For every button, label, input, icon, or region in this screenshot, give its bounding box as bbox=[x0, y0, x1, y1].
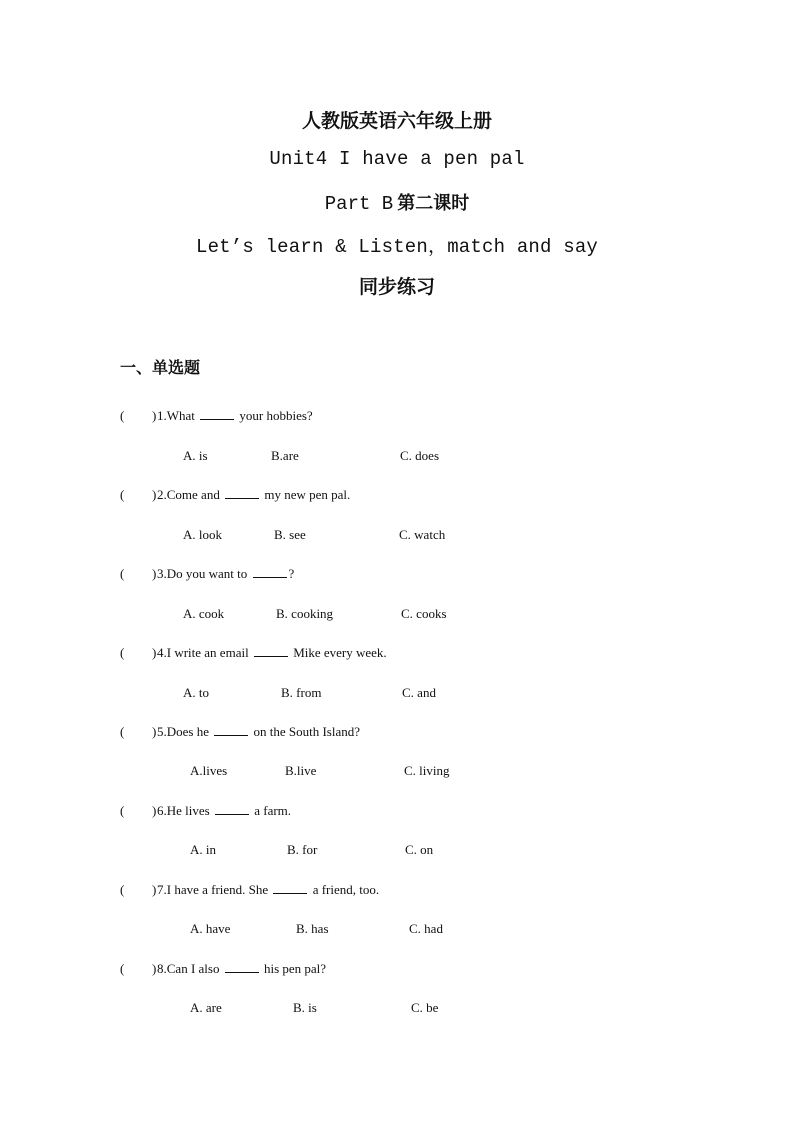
option-c: C. cooks bbox=[401, 606, 447, 621]
option-a: A. in bbox=[190, 842, 216, 857]
question-number: 6. bbox=[157, 803, 167, 818]
answer-paren-close: ) bbox=[152, 961, 157, 976]
option-a: A. look bbox=[183, 527, 222, 542]
option-c: C. be bbox=[411, 1000, 439, 1015]
question-text bbox=[157, 564, 294, 584]
option-c: C. watch bbox=[399, 527, 446, 542]
question-stem-after: a friend, too. bbox=[312, 882, 380, 897]
answer-paren-open: ( bbox=[120, 645, 125, 660]
option-a: A. are bbox=[190, 1000, 222, 1015]
answer-paren-close: ) bbox=[152, 645, 157, 660]
question-number: 3. bbox=[157, 566, 167, 581]
option-b: B. for bbox=[287, 842, 318, 857]
question-number: 2. bbox=[157, 487, 167, 502]
answer-paren-close: ) bbox=[152, 408, 157, 423]
question-text bbox=[157, 959, 326, 979]
question-text bbox=[157, 406, 313, 426]
answer-paren-close: ) bbox=[152, 487, 157, 502]
answer-blank bbox=[273, 881, 307, 894]
answer-blank bbox=[215, 802, 249, 815]
answer-blank bbox=[200, 407, 234, 420]
answer-paren-open: ( bbox=[120, 408, 125, 423]
question-stem-after: my new pen pal. bbox=[264, 487, 351, 502]
option-a: A. have bbox=[190, 921, 231, 936]
question-text bbox=[157, 880, 379, 900]
answer-blank bbox=[254, 644, 288, 657]
option-b: B.are bbox=[271, 448, 299, 463]
question-text bbox=[157, 801, 291, 821]
question-number: 8. bbox=[157, 961, 167, 976]
question-number: 7. bbox=[157, 882, 167, 897]
option-b: B.live bbox=[285, 763, 317, 778]
question-number: 4. bbox=[157, 645, 167, 660]
question-text bbox=[157, 485, 350, 505]
question-stem-before: What bbox=[166, 408, 195, 423]
question-stem-after: your hobbies? bbox=[239, 408, 313, 423]
answer-paren-open: ( bbox=[120, 803, 125, 818]
answer-blank bbox=[225, 960, 259, 973]
question-text bbox=[157, 722, 360, 742]
option-a: A. cook bbox=[183, 606, 225, 621]
question-stem-after: Mike every week. bbox=[293, 645, 387, 660]
option-a: A. to bbox=[183, 685, 209, 700]
question-stem-before: Does he bbox=[166, 724, 209, 739]
answer-paren-open: ( bbox=[120, 724, 125, 739]
option-b: B. see bbox=[274, 527, 306, 542]
option-c: C. living bbox=[404, 763, 450, 778]
answer-blank bbox=[253, 565, 287, 578]
question-number: 5. bbox=[157, 724, 167, 739]
option-a: A. is bbox=[183, 448, 208, 463]
title-activities: Let’s learn & Listen，match and say bbox=[195, 236, 599, 258]
option-c: C. does bbox=[400, 448, 439, 463]
option-b: B. from bbox=[281, 685, 322, 700]
question-text bbox=[157, 643, 387, 663]
question-stem-before: He lives bbox=[166, 803, 210, 818]
option-b: B. cooking bbox=[276, 606, 334, 621]
section-heading-single-choice: 一、单选题 bbox=[120, 358, 201, 377]
question-stem-before: I have a friend. She bbox=[166, 882, 269, 897]
option-b: B. has bbox=[296, 921, 329, 936]
option-c: C. had bbox=[409, 921, 443, 936]
option-c: C. on bbox=[405, 842, 434, 857]
question-stem-before: Do you want to bbox=[166, 566, 248, 581]
question-stem-before: Come and bbox=[166, 487, 220, 502]
answer-paren-close: ) bbox=[152, 882, 157, 897]
title-unit: Unit4 I have a pen pal bbox=[269, 148, 525, 170]
answer-blank bbox=[214, 723, 248, 736]
title-practice: 同步练习 bbox=[358, 276, 435, 298]
question-stem-before: Can I also bbox=[166, 961, 220, 976]
question-stem-after: ? bbox=[288, 566, 295, 581]
title-part: Part B bbox=[324, 193, 394, 215]
title-part-lesson bbox=[0, 189, 794, 215]
option-a: A.lives bbox=[190, 763, 228, 778]
answer-paren-open: ( bbox=[120, 961, 125, 976]
option-b: B. is bbox=[293, 1000, 317, 1015]
question-number: 1. bbox=[157, 408, 167, 423]
question-stem-after: a farm. bbox=[254, 803, 292, 818]
answer-paren-open: ( bbox=[120, 566, 125, 581]
question-stem-before: I write an email bbox=[166, 645, 249, 660]
question-stem-after: on the South Island? bbox=[253, 724, 361, 739]
answer-blank bbox=[225, 486, 259, 499]
title-textbook: 人教版英语六年级上册 bbox=[301, 110, 492, 132]
answer-paren-open: ( bbox=[120, 882, 125, 897]
answer-paren-close: ) bbox=[152, 566, 157, 581]
option-c: C. and bbox=[402, 685, 436, 700]
answer-paren-close: ) bbox=[152, 724, 157, 739]
question-stem-after: his pen pal? bbox=[263, 961, 327, 976]
answer-paren-open: ( bbox=[120, 487, 125, 502]
title-lesson: 第二课时 bbox=[397, 193, 470, 214]
answer-paren-close: ) bbox=[152, 803, 157, 818]
